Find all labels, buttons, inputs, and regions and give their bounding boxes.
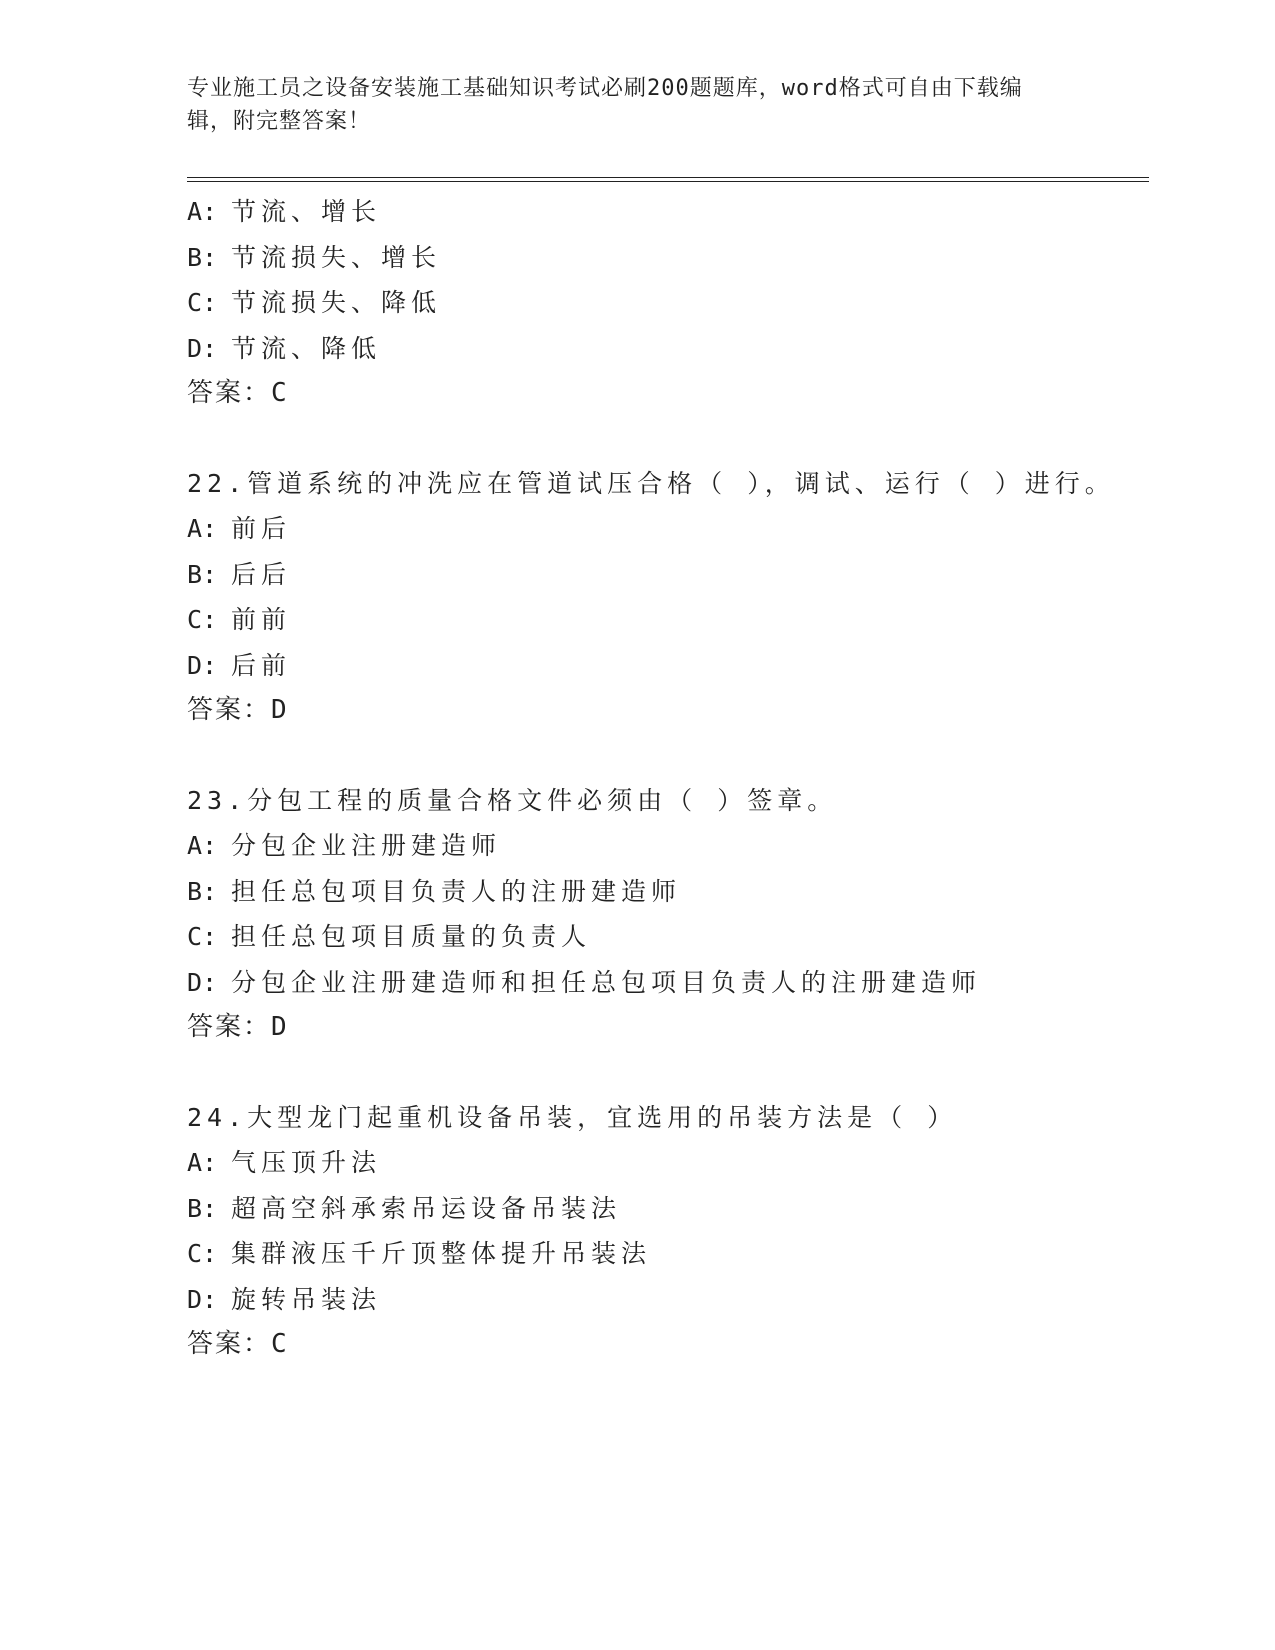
option-letter: A: [187,197,218,226]
option-a [187,189,1147,235]
option-letter: D: [187,967,218,997]
option-text: 旋转吊装法 [231,1284,382,1314]
option-text: 后前 [231,650,292,680]
option-text: 气压顶升法 [231,1148,382,1177]
question-stem: 22.管道系统的冲洗应在管道试压合格（ ），调试、运行（ ）进行。 [187,468,1115,498]
answer-line [187,688,1147,734]
option-b [187,235,1147,281]
option-a [187,506,1147,552]
option-text: 集群液压千斤顶整体提升吊装法 [231,1239,652,1268]
option-b [187,1186,1147,1232]
question-block [187,461,1147,734]
option-text: 超高空斜承索吊运设备吊装法 [231,1193,622,1223]
document-title: 专业施工员之设备安装施工基础知识考试必刷200题题库，word格式可自由下载编辑，附完整答案！ [187,76,1023,134]
option-letter: C: [187,288,218,317]
answer-value: D [271,695,289,725]
option-letter: D: [187,333,218,363]
answer-value: C [271,1329,289,1359]
option-text: 担任总包项目负责人的注册建造师 [231,876,682,906]
option-letter: C: [187,605,218,634]
answer-line [187,371,1147,417]
answer-value: C [271,378,289,408]
option-letter: A: [187,831,218,860]
option-letter: C: [187,922,218,951]
option-b [187,869,1147,915]
option-text: 分包企业注册建造师和担任总包项目负责人的注册建造师 [231,967,982,997]
answer-line [187,1322,1147,1368]
answer-label: 答案： [187,378,272,408]
answer-label: 答案： [187,695,272,725]
question-block [187,778,1147,1051]
option-c [187,597,1147,643]
option-text: 节流、增长 [231,197,382,226]
option-letter: D: [187,650,218,680]
question-stem: 23.分包工程的质量合格文件必须由（ ）签章。 [187,785,838,815]
option-letter: A: [187,514,218,543]
answer-line [187,1005,1147,1051]
answer-label: 答案： [187,1012,272,1042]
option-text: 节流损失、降低 [231,288,442,317]
question-block [187,189,1147,417]
option-letter: C: [187,1239,218,1268]
option-letter: D: [187,1284,218,1314]
option-text: 前前 [231,605,292,634]
option-text: 节流损失、增长 [231,242,442,272]
option-text: 后后 [231,559,292,589]
option-c [187,280,1147,326]
option-d [187,643,1147,689]
option-letter: B: [187,242,218,272]
question-block [187,1095,1147,1368]
option-text: 节流、降低 [231,333,382,363]
answer-label: 答案： [187,1329,272,1359]
option-d [187,960,1147,1006]
question-list [187,189,1147,1412]
option-d [187,326,1147,372]
option-text: 担任总包项目质量的负责人 [231,922,592,951]
option-c [187,1231,1147,1277]
option-a [187,823,1147,869]
option-text: 分包企业注册建造师 [231,831,502,860]
answer-value: D [271,1012,289,1042]
option-a [187,1140,1147,1186]
option-d [187,1277,1147,1323]
option-letter: B: [187,876,218,906]
option-letter: B: [187,559,218,589]
option-text: 前后 [231,514,292,543]
header-double-rule [187,177,1149,182]
option-b [187,552,1147,598]
option-c [187,914,1147,960]
option-letter: A: [187,1148,218,1177]
option-letter: B: [187,1193,218,1223]
question-stem: 24.大型龙门起重机设备吊装，宜选用的吊装方法是（ ） [187,1102,958,1132]
